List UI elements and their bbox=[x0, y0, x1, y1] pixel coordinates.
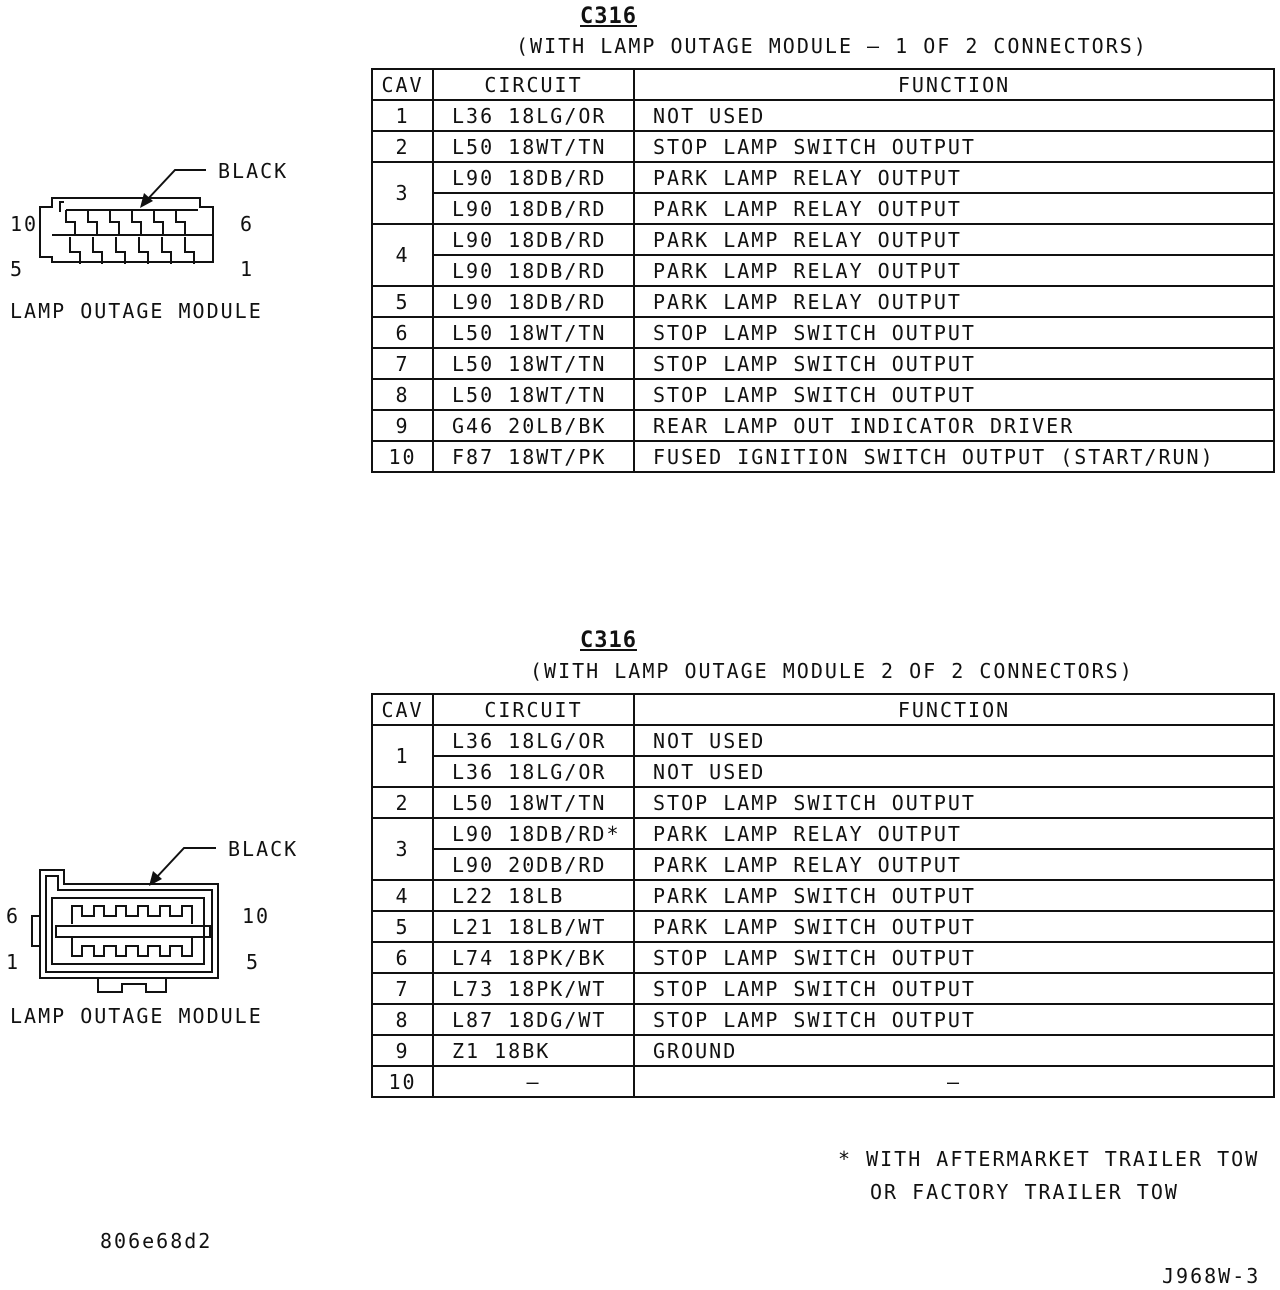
image-code: 806e68d2 bbox=[100, 1229, 213, 1253]
connector1-pin-1-label: 1 bbox=[240, 257, 255, 281]
cav-cell: 2 bbox=[372, 131, 433, 162]
connector1-title: C316 bbox=[580, 4, 637, 29]
connector1-module-label: LAMP OUTAGE MODULE bbox=[10, 299, 263, 323]
connector2-subtitle: (WITH LAMP OUTAGE MODULE 2 OF 2 CONNECTORS) bbox=[530, 659, 1134, 683]
cav-cell: 1 bbox=[372, 725, 433, 787]
table-row bbox=[372, 131, 1274, 162]
cav-cell: 9 bbox=[372, 410, 433, 441]
table-header-row bbox=[372, 69, 1274, 100]
function-cell: STOP LAMP SWITCH OUTPUT bbox=[634, 131, 1274, 162]
connector1-pin-5-label: 5 bbox=[10, 257, 25, 281]
circuit-cell: L50 18WT/TN bbox=[433, 379, 634, 410]
table-row bbox=[372, 317, 1274, 348]
function-cell: PARK LAMP SWITCH OUTPUT bbox=[634, 880, 1274, 911]
function-cell: PARK LAMP RELAY OUTPUT bbox=[634, 286, 1274, 317]
cav-cell: 7 bbox=[372, 348, 433, 379]
function-cell: NOT USED bbox=[634, 100, 1274, 131]
header-function: FUNCTION bbox=[634, 694, 1274, 725]
circuit-cell: L87 18DG/WT bbox=[433, 1004, 634, 1035]
connector1-color-label: BLACK bbox=[218, 159, 289, 183]
connector2-title: C316 bbox=[580, 628, 637, 653]
header-circuit: CIRCUIT bbox=[433, 694, 634, 725]
table-row bbox=[372, 348, 1274, 379]
cav-cell: 4 bbox=[372, 224, 433, 286]
table-row bbox=[372, 756, 1274, 787]
connector2-housing bbox=[32, 870, 218, 992]
circuit-cell: L36 18LG/OR bbox=[433, 756, 634, 787]
circuit-cell: L90 18DB/RD bbox=[433, 255, 634, 286]
connector2-face-drawing bbox=[0, 0, 320, 1010]
table-row bbox=[372, 880, 1274, 911]
circuit-cell: L36 18LG/OR bbox=[433, 725, 634, 756]
connector2-color-label: BLACK bbox=[228, 837, 299, 861]
cav-cell: 5 bbox=[372, 911, 433, 942]
table-row bbox=[372, 942, 1274, 973]
table-row bbox=[372, 1066, 1274, 1097]
function-cell: REAR LAMP OUT INDICATOR DRIVER bbox=[634, 410, 1274, 441]
function-cell: PARK LAMP RELAY OUTPUT bbox=[634, 162, 1274, 193]
function-cell: STOP LAMP SWITCH OUTPUT bbox=[634, 1004, 1274, 1035]
cav-cell: 5 bbox=[372, 286, 433, 317]
table-row bbox=[372, 849, 1274, 880]
circuit-cell: L74 18PK/BK bbox=[433, 942, 634, 973]
connector2-module-label: LAMP OUTAGE MODULE bbox=[10, 1004, 263, 1028]
circuit-cell: Z1 18BK bbox=[433, 1035, 634, 1066]
table-row bbox=[372, 1004, 1274, 1035]
cav-cell: 7 bbox=[372, 973, 433, 1004]
circuit-cell: F87 18WT/PK bbox=[433, 441, 634, 472]
table-row bbox=[372, 725, 1274, 756]
connector1-pin-10-label: 10 bbox=[10, 212, 39, 236]
function-cell: STOP LAMP SWITCH OUTPUT bbox=[634, 348, 1274, 379]
cav-cell: 10 bbox=[372, 441, 433, 472]
table-row bbox=[372, 973, 1274, 1004]
figure-id: J968W-3 bbox=[1162, 1264, 1261, 1288]
circuit-cell: L90 20DB/RD bbox=[433, 849, 634, 880]
circuit-cell: L90 18DB/RD* bbox=[433, 818, 634, 849]
function-cell: NOT USED bbox=[634, 756, 1274, 787]
table-row bbox=[372, 162, 1274, 193]
function-cell: – bbox=[634, 1066, 1274, 1097]
function-cell: PARK LAMP RELAY OUTPUT bbox=[634, 255, 1274, 286]
circuit-cell: – bbox=[433, 1066, 634, 1097]
function-cell: GROUND bbox=[634, 1035, 1274, 1066]
function-cell: PARK LAMP RELAY OUTPUT bbox=[634, 224, 1274, 255]
table-row bbox=[372, 410, 1274, 441]
header-cav: CAV bbox=[372, 694, 433, 725]
table-row bbox=[372, 193, 1274, 224]
circuit-cell: L90 18DB/RD bbox=[433, 224, 634, 255]
connector2-cavities bbox=[72, 906, 192, 956]
circuit-cell: L50 18WT/TN bbox=[433, 131, 634, 162]
function-cell: STOP LAMP SWITCH OUTPUT bbox=[634, 787, 1274, 818]
function-cell: STOP LAMP SWITCH OUTPUT bbox=[634, 942, 1274, 973]
function-cell: PARK LAMP RELAY OUTPUT bbox=[634, 193, 1274, 224]
cav-cell: 8 bbox=[372, 1004, 433, 1035]
circuit-cell: L90 18DB/RD bbox=[433, 162, 634, 193]
table-row bbox=[372, 224, 1274, 255]
function-cell: STOP LAMP SWITCH OUTPUT bbox=[634, 379, 1274, 410]
table-row bbox=[372, 1035, 1274, 1066]
function-cell: FUSED IGNITION SWITCH OUTPUT (START/RUN) bbox=[634, 441, 1274, 472]
cav-cell: 6 bbox=[372, 317, 433, 348]
circuit-cell: G46 20LB/BK bbox=[433, 410, 634, 441]
table-row bbox=[372, 818, 1274, 849]
cav-cell: 4 bbox=[372, 880, 433, 911]
connector1-pin-table bbox=[371, 68, 1275, 473]
connector2-pin-table bbox=[371, 693, 1275, 1098]
connector2-pin-10-label: 10 bbox=[242, 904, 271, 928]
cav-cell: 10 bbox=[372, 1066, 433, 1097]
cav-cell: 8 bbox=[372, 379, 433, 410]
circuit-cell: L36 18LG/OR bbox=[433, 100, 634, 131]
table-row bbox=[372, 379, 1274, 410]
table-row bbox=[372, 911, 1274, 942]
connector2-leader-arrow bbox=[155, 848, 216, 879]
circuit-cell: L21 18LB/WT bbox=[433, 911, 634, 942]
function-cell: STOP LAMP SWITCH OUTPUT bbox=[634, 973, 1274, 1004]
circuit-cell: L73 18PK/WT bbox=[433, 973, 634, 1004]
connector2-pin-6-label: 6 bbox=[6, 904, 21, 928]
circuit-cell: L50 18WT/TN bbox=[433, 787, 634, 818]
connector2-pin-5-label: 5 bbox=[246, 950, 261, 974]
table-header-row bbox=[372, 694, 1274, 725]
circuit-cell: L22 18LB bbox=[433, 880, 634, 911]
connector1-subtitle: (WITH LAMP OUTAGE MODULE – 1 OF 2 CONNECTORS) bbox=[516, 34, 1148, 58]
circuit-cell: L50 18WT/TN bbox=[433, 348, 634, 379]
cav-cell: 3 bbox=[372, 162, 433, 224]
header-circuit: CIRCUIT bbox=[433, 69, 634, 100]
connector2-pin-1-label: 1 bbox=[6, 950, 21, 974]
cav-cell: 3 bbox=[372, 818, 433, 880]
function-cell: PARK LAMP RELAY OUTPUT bbox=[634, 849, 1274, 880]
cav-cell: 6 bbox=[372, 942, 433, 973]
cav-cell: 9 bbox=[372, 1035, 433, 1066]
footnote-line-1: * WITH AFTERMARKET TRAILER TOW bbox=[838, 1147, 1260, 1171]
table-row bbox=[372, 286, 1274, 317]
cav-cell: 1 bbox=[372, 100, 433, 131]
table-row bbox=[372, 441, 1274, 472]
circuit-cell: L90 18DB/RD bbox=[433, 286, 634, 317]
circuit-cell: L50 18WT/TN bbox=[433, 317, 634, 348]
function-cell: STOP LAMP SWITCH OUTPUT bbox=[634, 317, 1274, 348]
function-cell: NOT USED bbox=[634, 725, 1274, 756]
table-row bbox=[372, 100, 1274, 131]
footnote-line-2: OR FACTORY TRAILER TOW bbox=[870, 1180, 1179, 1204]
function-cell: PARK LAMP SWITCH OUTPUT bbox=[634, 911, 1274, 942]
function-cell: PARK LAMP RELAY OUTPUT bbox=[634, 818, 1274, 849]
header-cav: CAV bbox=[372, 69, 433, 100]
table-row bbox=[372, 255, 1274, 286]
circuit-cell: L90 18DB/RD bbox=[433, 193, 634, 224]
cav-cell: 2 bbox=[372, 787, 433, 818]
table-row bbox=[372, 787, 1274, 818]
header-function: FUNCTION bbox=[634, 69, 1274, 100]
connector1-pin-6-label: 6 bbox=[240, 212, 255, 236]
